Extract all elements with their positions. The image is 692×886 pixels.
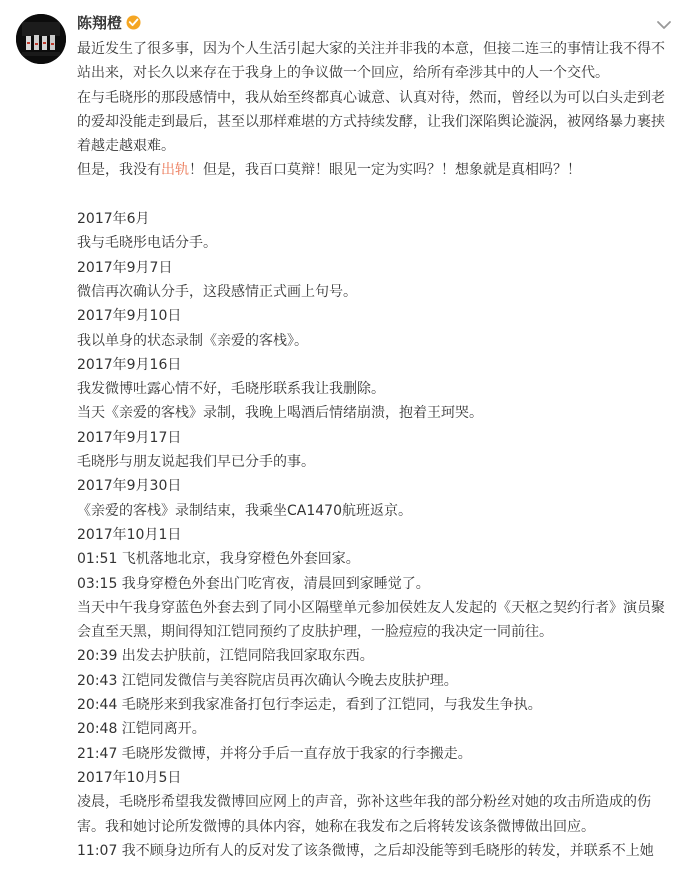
timeline-event: 21:47 毛晓彤发微博，并将分手后一直存放于我家的行李搬走。 [77, 745, 472, 762]
timeline-event: 20:39 出发去护肤前，江铠同陪我回家取东西。 [77, 648, 374, 665]
timeline-date: 2017年10月5日 [77, 769, 182, 786]
avatar[interactable] [16, 14, 66, 64]
timeline-date: 2017年6月 [77, 211, 150, 228]
claim-text: ！但是，我百口莫辩！眼见一定为实吗？！想象就是真相吗？！ [189, 162, 581, 179]
timeline-event: 01:51 飞机落地北京，我身穿橙色外套回家。 [77, 551, 360, 568]
verified-badge-icon [126, 15, 141, 30]
timeline-date: 2017年9月10日 [77, 308, 182, 325]
timeline-event: 20:43 江铠同发微信与美容院店员再次确认今晚去皮肤护理。 [77, 672, 458, 689]
author-name[interactable]: 陈翔橙 [77, 13, 123, 32]
avatar-image [16, 14, 66, 64]
timeline-date: 2017年9月30日 [77, 478, 182, 495]
timeline-event: 03:15 我身穿橙色外套出门吃宵夜，清晨回到家睡觉了。 [77, 575, 430, 592]
claim-paragraph [77, 158, 677, 182]
timeline-event: 当天中午我身穿蓝色外套去到了同小区隔壁单元参加侯姓友人发起的《天枢之契约行者》演员聚会直至天黑，期间得知江铠同预约了皮肤护理，一脸痘痘的我决定一同前往。 [77, 599, 665, 641]
highlight-keyword[interactable]: 出轨 [161, 162, 189, 179]
timeline-event: 凌晨，毛晓彤希望我发微博回应网上的声音，弥补这些年我的部分粉丝对她的攻击所造成的伤害。我和她讨论所发微博的具体内容，她称在我发布之后将转发该条微博做出回应。 [77, 794, 651, 835]
blank-line [77, 183, 677, 207]
timeline-event: 毛晓彤与朋友说起我们早已分手的事。 [77, 454, 315, 471]
timeline-date: 2017年10月1日 [77, 526, 182, 543]
post-paragraph: 在与毛晓彤的那段感情中，我从始至终都真心诚意、认真对待，然而，曾经以为可以白头走到老的爱却没能走到最后，甚至以那样难堪的方式持续发酵，让我们深陷舆论漩涡，被网络暴力裹挟着越走越艰难。 [77, 89, 665, 155]
claim-text: 但是，我没有 [77, 162, 161, 179]
post-paragraph: 最近发生了很多事，因为个人生活引起大家的关注并非我的本意，但接二连三的事情让我不得不站出来，对长久以来存在于我身上的争议做一个回应，给所有牵涉其中的人一个交代。 [77, 41, 665, 82]
timeline-event: 我与毛晓彤电话分手。 [77, 235, 217, 252]
post-content [77, 37, 677, 863]
timeline-event: 20:48 江铠同离开。 [77, 721, 206, 738]
timeline-event: 当天《亲爱的客栈》录制，我晚上喝酒后情绪崩溃，抱着王珂哭。 [77, 405, 483, 422]
timeline-event: 我以单身的状态录制《亲爱的客栈》。 [77, 332, 308, 349]
timeline-event: 我发微博吐露心情不好，毛晓彤联系我让我删除。 [77, 381, 385, 398]
chevron-down-icon[interactable] [656, 16, 672, 28]
timeline-event: 11:07 我不顾身边所有人的反对发了该条微博，之后却没能等到毛晓彤的转发，并联系不上她 [77, 842, 654, 859]
timeline-date: 2017年9月16日 [77, 356, 182, 373]
author-row [77, 11, 141, 33]
timeline-date: 2017年9月7日 [77, 259, 173, 276]
timeline-event: 微信再次确认分手，这段感情正式画上句号。 [77, 283, 357, 300]
timeline-date: 2017年9月17日 [77, 429, 182, 446]
timeline-event: 《亲爱的客栈》录制结束，我乘坐CA1470航班返京。 [77, 502, 412, 519]
timeline-event: 20:44 毛晓彤来到我家准备打包行李运走，看到了江铠同，与我发生争执。 [77, 697, 542, 714]
